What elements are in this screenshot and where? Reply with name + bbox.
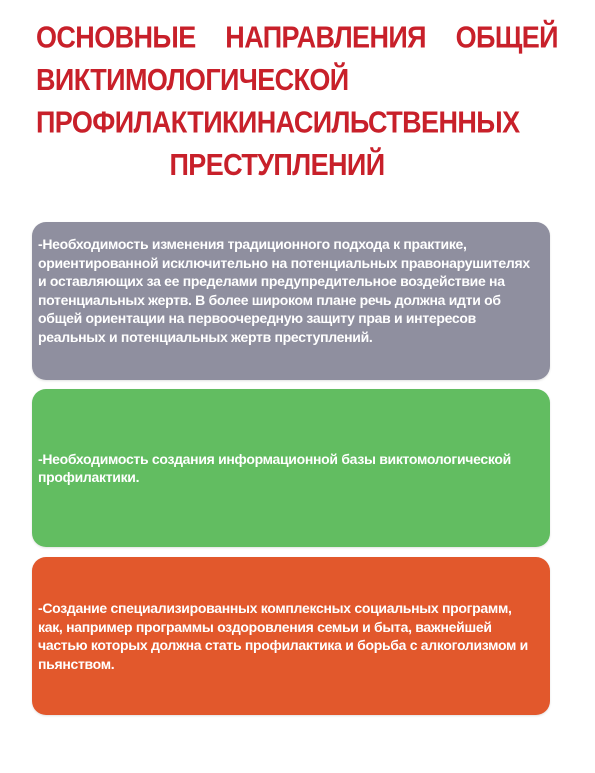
title-word: НАСИЛЬСТВЕННЫХ [256,105,520,140]
title-line-1 [36,16,558,59]
direction-box-1 [32,222,550,380]
direction-text-3: -Создание специализированных комплексных социальных программ, как, например программы оздоровления семьи и быта, важнейшей частью которых должна стать профилактика и борьба с алкоголизмом и пьянством. [38,600,528,672]
page-title [36,16,558,186]
direction-text-1: -Необходимость изменения традиционного подхода к практике, ориентированной исключительно на потенциальных правонарушителях и оставляющих за ее пределами предупредительное воздействие на потенциальных жертв. В более широком плане речь должна идти об общей ориентации на первоочередную защиту прав и интересов реальных и потенциальных жертв преступлений. [38,236,530,345]
title-line-2 [36,59,558,102]
direction-box-3 [32,557,550,715]
title-word: ОБЩЕЙ [455,20,558,55]
title-word: ПРОФИЛАКТИКИ [36,105,257,140]
title-word: ОСНОВНЫЕ [36,20,196,55]
direction-text-2: -Необходимость создания информационной базы виктомологической профилактики. [38,450,511,485]
title-word: ВИКТИМОЛОГИЧЕСКОЙ [36,63,349,97]
title-line-4 [36,144,558,187]
direction-box-2 [32,389,550,547]
title-word: ПРЕСТУПЛЕНИЙ [169,148,385,182]
title-word: НАПРАВЛЕНИЯ [225,20,426,55]
title-line-3 [36,101,558,144]
